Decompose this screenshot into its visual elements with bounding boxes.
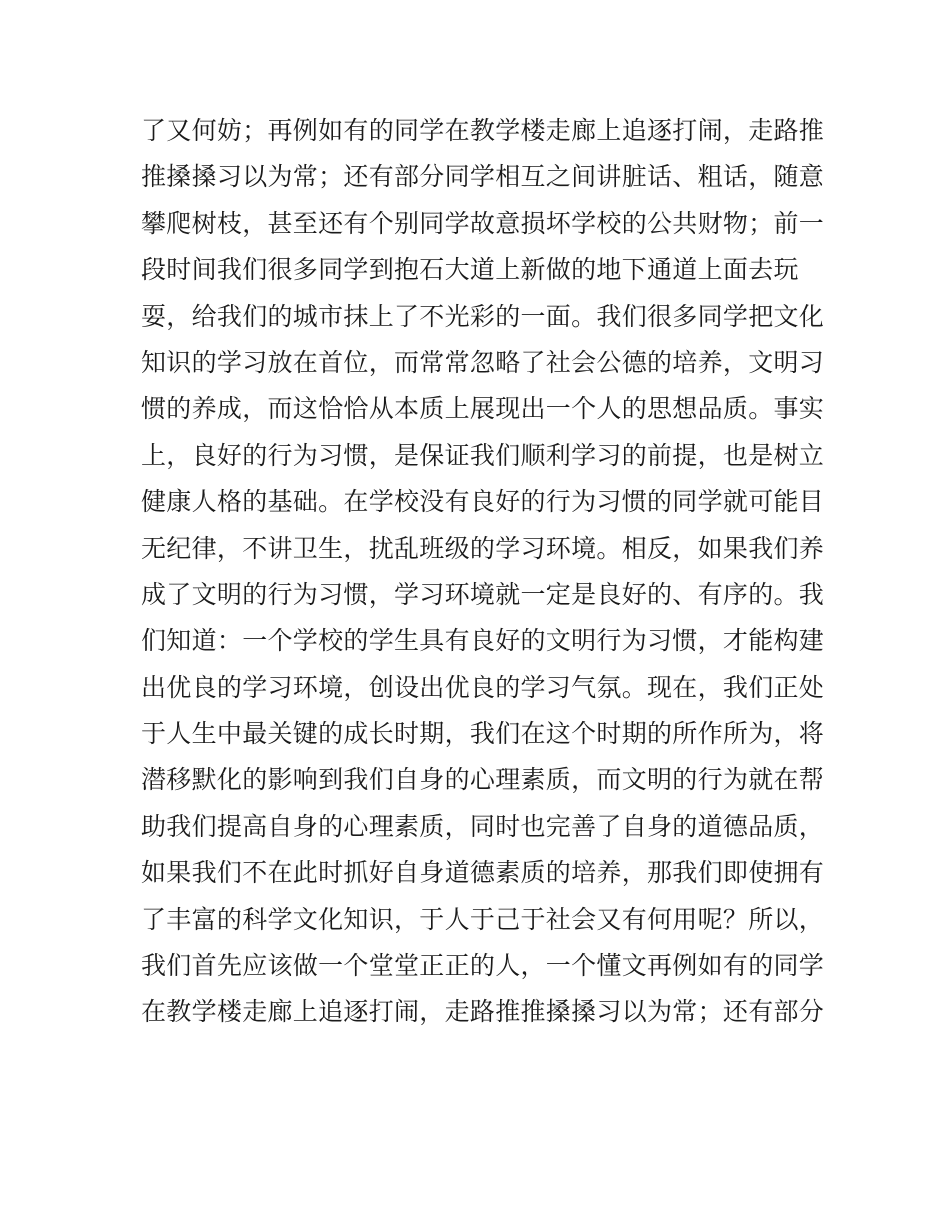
text-line: 健康人格的基础。在学校没有良好的行为习惯的同学就可能目: [141, 487, 825, 517]
text-line: 了又何妨；再例如有的同学在教学楼走廊上追逐打闹，走路推: [141, 116, 825, 145]
text-line: 无纪律，不讲卫生，扰乱班级的学习环境。相反，如果我们养: [141, 533, 825, 563]
text-line: 段时间我们很多同学到抱石大道上新做的地下通道上面去玩: [141, 255, 799, 285]
text-line: 惯的养成，而这恰恰从本质上展现出一个人的思想品质。事实: [141, 394, 825, 424]
text-line: 助我们提高自身的心理素质，同时也完善了自身的道德品质，: [141, 811, 825, 841]
text-line: 成了文明的行为习惯，学习环境就一定是良好的、有序的。我: [141, 579, 825, 609]
text-line: 出优良的学习环境，创设出优良的学习气氛。现在，我们正处: [141, 672, 825, 702]
text-line: 攀爬树枝，甚至还有个别同学故意损坏学校的公共财物；前一: [141, 208, 825, 238]
text-line: 如果我们不在此时抓好自身道德素质的培养，那我们即使拥有: [141, 858, 825, 888]
text-line: 于人生中最关键的成长时期，我们在这个时期的所作所为，将: [141, 719, 825, 749]
text-line: 推搡搡习以为常；还有部分同学相互之间讲脏话、粗话，随意: [141, 162, 825, 192]
text-line: 知识的学习放在首位，而常常忽略了社会公德的培养，文明习: [141, 347, 825, 377]
text-line: 在教学楼走廊上追逐打闹，走路推推搡搡习以为常；还有部分: [141, 997, 825, 1027]
text-line: 耍，给我们的城市抹上了不光彩的一面。我们很多同学把文化: [141, 301, 825, 331]
text-line: 们知道：一个学校的学生具有良好的文明行为习惯，才能构建: [141, 626, 825, 656]
text-line: 潜移默化的影响到我们自身的心理素质，而文明的行为就在帮: [141, 765, 825, 795]
text-line: 上，良好的行为习惯，是保证我们顺利学习的前提，也是树立: [141, 440, 825, 470]
text-line: 我们首先应该做一个堂堂正正的人，一个懂文再例如有的同学: [141, 951, 825, 981]
body-text: [141, 108, 825, 1036]
text-line: 了丰富的科学文化知识，于人于己于社会又有何用呢？所以，: [141, 904, 825, 934]
